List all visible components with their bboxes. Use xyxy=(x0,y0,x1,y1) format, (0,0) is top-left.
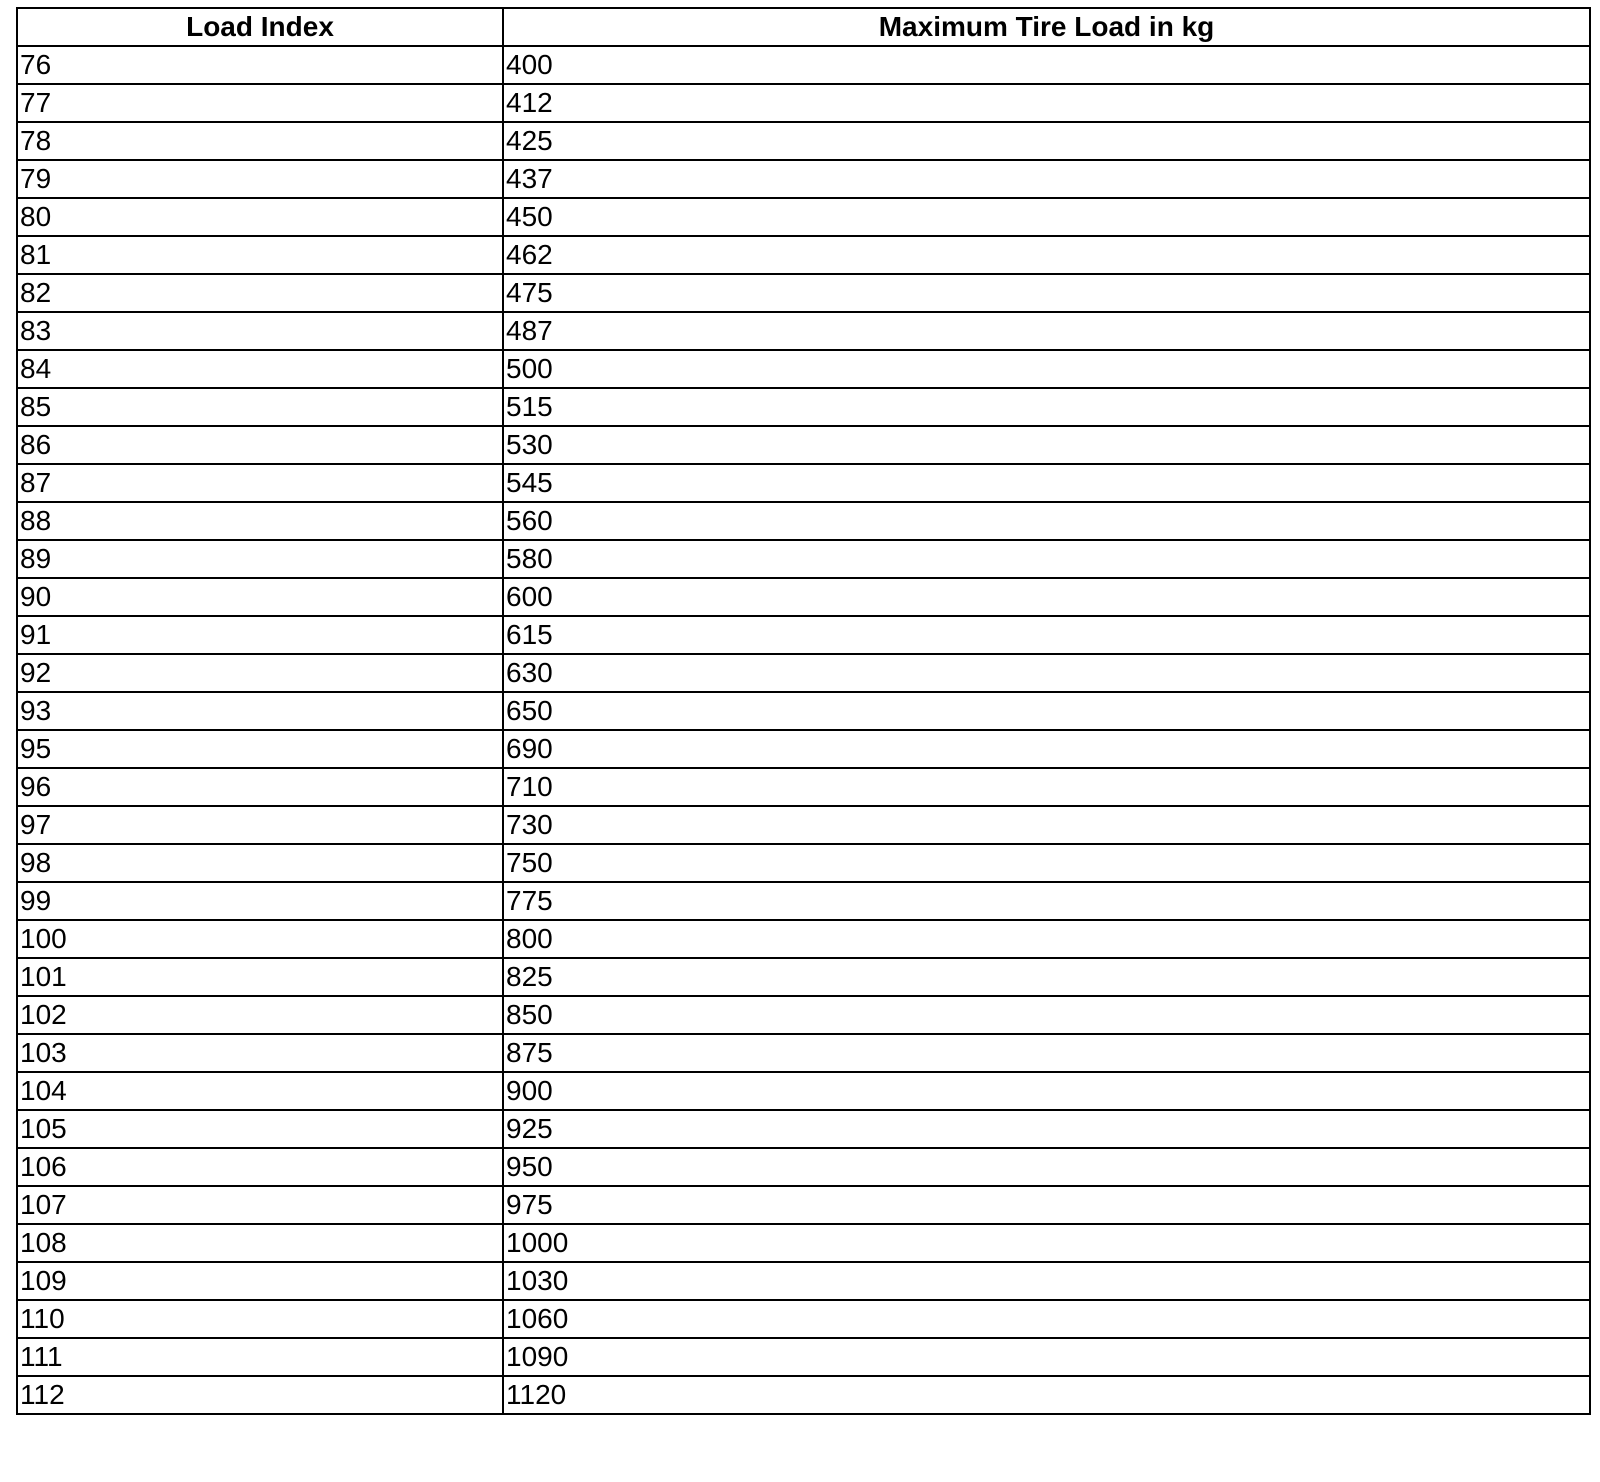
cell-max-tire-load: 515 xyxy=(503,388,1590,426)
table-row xyxy=(17,806,1590,844)
table-row xyxy=(17,502,1590,540)
table-row xyxy=(17,540,1590,578)
cell-max-tire-load: 825 xyxy=(503,958,1590,996)
cell-max-tire-load: 1030 xyxy=(503,1262,1590,1300)
table-row xyxy=(17,1224,1590,1262)
cell-max-tire-load: 437 xyxy=(503,160,1590,198)
cell-load-index: 79 xyxy=(17,160,503,198)
table-row xyxy=(17,730,1590,768)
column-header-load-index: Load Index xyxy=(17,8,503,46)
table-row xyxy=(17,1338,1590,1376)
cell-load-index: 95 xyxy=(17,730,503,768)
cell-max-tire-load: 1060 xyxy=(503,1300,1590,1338)
cell-max-tire-load: 580 xyxy=(503,540,1590,578)
cell-load-index: 77 xyxy=(17,84,503,122)
cell-load-index: 87 xyxy=(17,464,503,502)
cell-max-tire-load: 1120 xyxy=(503,1376,1590,1414)
table-row xyxy=(17,1262,1590,1300)
cell-max-tire-load: 462 xyxy=(503,236,1590,274)
cell-max-tire-load: 690 xyxy=(503,730,1590,768)
table-row xyxy=(17,578,1590,616)
cell-load-index: 76 xyxy=(17,46,503,84)
table-row xyxy=(17,1034,1590,1072)
cell-max-tire-load: 545 xyxy=(503,464,1590,502)
cell-max-tire-load: 630 xyxy=(503,654,1590,692)
cell-load-index: 89 xyxy=(17,540,503,578)
cell-max-tire-load: 500 xyxy=(503,350,1590,388)
table-row xyxy=(17,1186,1590,1224)
table-row xyxy=(17,920,1590,958)
cell-max-tire-load: 800 xyxy=(503,920,1590,958)
cell-load-index: 101 xyxy=(17,958,503,996)
table-row xyxy=(17,844,1590,882)
cell-load-index: 109 xyxy=(17,1262,503,1300)
cell-load-index: 86 xyxy=(17,426,503,464)
cell-load-index: 84 xyxy=(17,350,503,388)
table-row xyxy=(17,236,1590,274)
cell-max-tire-load: 487 xyxy=(503,312,1590,350)
cell-load-index: 78 xyxy=(17,122,503,160)
cell-load-index: 83 xyxy=(17,312,503,350)
cell-load-index: 103 xyxy=(17,1034,503,1072)
table-header-row xyxy=(17,8,1590,46)
cell-max-tire-load: 1090 xyxy=(503,1338,1590,1376)
cell-max-tire-load: 400 xyxy=(503,46,1590,84)
table-row xyxy=(17,1376,1590,1414)
cell-max-tire-load: 875 xyxy=(503,1034,1590,1072)
table-row xyxy=(17,692,1590,730)
cell-load-index: 111 xyxy=(17,1338,503,1376)
table-row xyxy=(17,1148,1590,1186)
table-row xyxy=(17,350,1590,388)
cell-max-tire-load: 650 xyxy=(503,692,1590,730)
cell-load-index: 99 xyxy=(17,882,503,920)
cell-load-index: 110 xyxy=(17,1300,503,1338)
cell-load-index: 100 xyxy=(17,920,503,958)
table-row xyxy=(17,160,1590,198)
cell-max-tire-load: 925 xyxy=(503,1110,1590,1148)
cell-max-tire-load: 850 xyxy=(503,996,1590,1034)
cell-load-index: 90 xyxy=(17,578,503,616)
table-row xyxy=(17,1110,1590,1148)
cell-load-index: 107 xyxy=(17,1186,503,1224)
cell-load-index: 88 xyxy=(17,502,503,540)
table-row xyxy=(17,122,1590,160)
cell-load-index: 112 xyxy=(17,1376,503,1414)
cell-max-tire-load: 730 xyxy=(503,806,1590,844)
cell-load-index: 102 xyxy=(17,996,503,1034)
cell-max-tire-load: 560 xyxy=(503,502,1590,540)
table-row xyxy=(17,616,1590,654)
table-row xyxy=(17,1300,1590,1338)
cell-max-tire-load: 950 xyxy=(503,1148,1590,1186)
cell-load-index: 108 xyxy=(17,1224,503,1262)
cell-max-tire-load: 615 xyxy=(503,616,1590,654)
table-row xyxy=(17,958,1590,996)
table-row xyxy=(17,426,1590,464)
load-index-table xyxy=(16,7,1591,1415)
cell-max-tire-load: 425 xyxy=(503,122,1590,160)
cell-load-index: 97 xyxy=(17,806,503,844)
cell-load-index: 93 xyxy=(17,692,503,730)
cell-load-index: 98 xyxy=(17,844,503,882)
table-row xyxy=(17,388,1590,426)
cell-load-index: 80 xyxy=(17,198,503,236)
table-row xyxy=(17,464,1590,502)
table-row xyxy=(17,198,1590,236)
cell-load-index: 92 xyxy=(17,654,503,692)
table-row xyxy=(17,996,1590,1034)
table-row xyxy=(17,654,1590,692)
cell-max-tire-load: 475 xyxy=(503,274,1590,312)
cell-load-index: 104 xyxy=(17,1072,503,1110)
cell-max-tire-load: 1000 xyxy=(503,1224,1590,1262)
cell-max-tire-load: 775 xyxy=(503,882,1590,920)
cell-load-index: 85 xyxy=(17,388,503,426)
cell-load-index: 91 xyxy=(17,616,503,654)
cell-max-tire-load: 530 xyxy=(503,426,1590,464)
cell-load-index: 82 xyxy=(17,274,503,312)
table-row xyxy=(17,768,1590,806)
cell-max-tire-load: 750 xyxy=(503,844,1590,882)
cell-max-tire-load: 600 xyxy=(503,578,1590,616)
cell-max-tire-load: 975 xyxy=(503,1186,1590,1224)
cell-load-index: 105 xyxy=(17,1110,503,1148)
table-row xyxy=(17,84,1590,122)
cell-max-tire-load: 900 xyxy=(503,1072,1590,1110)
cell-load-index: 106 xyxy=(17,1148,503,1186)
cell-max-tire-load: 412 xyxy=(503,84,1590,122)
table-row xyxy=(17,882,1590,920)
cell-load-index: 96 xyxy=(17,768,503,806)
table-row xyxy=(17,312,1590,350)
cell-max-tire-load: 710 xyxy=(503,768,1590,806)
table-row xyxy=(17,46,1590,84)
table-body xyxy=(17,46,1590,1414)
cell-max-tire-load: 450 xyxy=(503,198,1590,236)
table-row xyxy=(17,274,1590,312)
column-header-max-tire-load: Maximum Tire Load in kg xyxy=(503,8,1590,46)
table-row xyxy=(17,1072,1590,1110)
cell-load-index: 81 xyxy=(17,236,503,274)
